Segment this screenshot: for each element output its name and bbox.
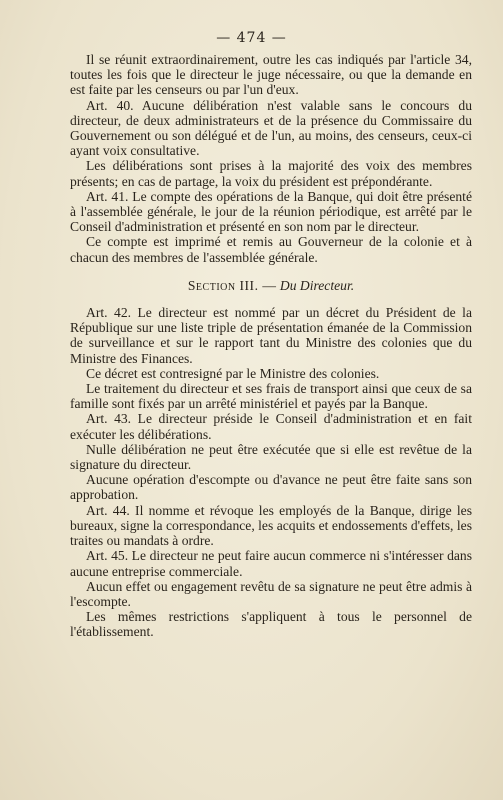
paragraph: Le traitement du directeur et ses frais de transport ainsi que ceux de sa famille sont fixés par un arrêté ministériel et payés par la Banque.	[70, 381, 472, 412]
paragraph: Art. 42. Le directeur est nommé par un décret du Président de la République sur une liste triple de présentation émanée de la Commission de surveillance et sur le rapport tant du Ministre des colonies que du Ministre des Finances.	[70, 305, 472, 366]
paragraph: Art. 40. Aucune délibération n'est valable sans le concours du directeur, de deux administrateurs et de la présence du Commissaire du Gouvernement ou son délégué et de l'un, au moins, des censeurs, ceux-ci ayant voix consultative.	[70, 97, 472, 159]
paragraph: Ce compte est imprimé et remis au Gouverneur de la colonie et à chacun des membres de l'assemblée générale.	[70, 234, 472, 265]
paragraph: Nulle délibération ne peut être exécutée que si elle est revêtue de la signature du directeur.	[70, 441, 472, 473]
paragraph: Aucun effet ou engagement revêtu de sa signature ne peut être admis à l'escompte.	[70, 578, 472, 609]
paragraph: Les délibérations sont prises à la majorité des voix des membres présents; en cas de partage, la voix du président est prépondérante.	[70, 158, 472, 189]
section-heading	[70, 278, 472, 293]
section-title: Du Directeur.	[279, 277, 355, 293]
paragraph: Art. 45. Le directeur ne peut faire aucun commerce ni s'intéresser dans aucune entreprise commerciale.	[70, 548, 472, 579]
body-text	[70, 52, 472, 640]
paragraph: Art. 43. Le directeur préside le Conseil d'administration et en fait exécuter les délibérations.	[70, 411, 472, 442]
paragraph: Ce décret est contresigné par le Ministre des colonies.	[86, 365, 380, 381]
paragraph: Les mêmes restrictions s'appliquent à tous le personnel de l'établissement.	[70, 609, 472, 640]
page-number: — 474 —	[216, 30, 287, 46]
paragraph: Aucune opération d'escompte ou d'avance ne peut être faite sans son approbation.	[70, 472, 472, 503]
paragraph: Il se réunit extraordinairement, outre les cas indiqués par l'article 34, toutes les fois que le directeur le juge nécessaire, ou que la demande en est faite par les censeurs ou par l'un d'eux.	[70, 52, 472, 98]
section-label: Section III. —	[187, 277, 277, 293]
paragraph: Art. 41. Le compte des opérations de la Banque, qui doit être présenté à l'assemblée générale, le jour de la réunion périodique, est arrêté par le Conseil d'administration et présenté en son nom par le directeur.	[70, 188, 472, 235]
paragraph: Art. 44. Il nomme et révoque les employés de la Banque, dirige les bureaux, signe la correspondance, les acquits et endossements d'effets, les traites ou mandats à ordre.	[70, 502, 472, 549]
